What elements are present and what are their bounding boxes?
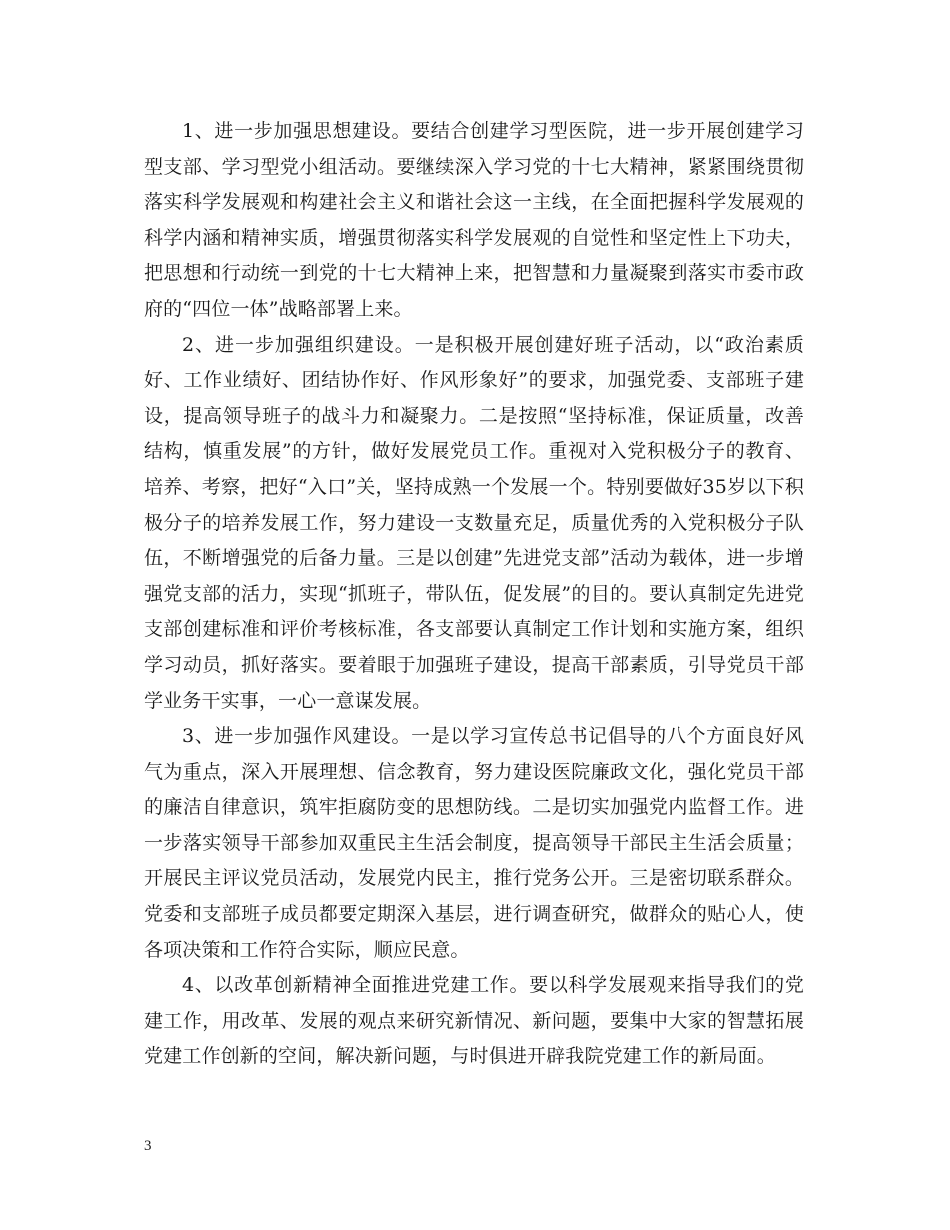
- page-number: 3: [144, 1138, 152, 1154]
- paragraph-work-style-building: 3、进一步加强作风建设。一是以学习宣传总书记倡导的八个方面良好风气为重点，深入开展理想、信念教育，努力建设医院廉政文化，强化党员干部的廉洁自律意识，筑牢拒腐防变的思想防线。二是切实加强党内监督工作。进一步落实领导干部参加双重民主生活会制度，提高领导干部民主生活会质量；开展民主评议党员活动，发展党内民主，推行党务公开。三是密切联系群众。党委和支部班子成员都要定期深入基层，进行调查研究，做群众的贴心人，使各项决策和工作符合实际，顺应民意。: [144, 725, 804, 961]
- document-body: [144, 114, 804, 1075]
- paragraph-organizational-building: 2、进一步加强组织建设。一是积极开展创建好班子活动，以“政治素质好、工作业绩好、团结协作好、作风形象好”的要求，加强党委、支部班子建设，提高领导班子的战斗力和凝聚力。二是按照“坚持标准，保证质量，改善结构，慎重发展”的方针，做好发展党员工作。重视对入党积极分子的教育、培养、考察，把好“入口”关，坚持成熟一个发展一个。特别要做好35岁以下积极分子的培养发展工作，努力建设一支数量充足，质量优秀的入党积极分子队伍，不断增强党的后备力量。三是以创建”先进党支部”活动为载体，进一步增强党支部的活力，实现“抓班子，带队伍，促发展”的目的。要认真制定先进党支部创建标准和评价考核标准，各支部要认真制定工作计划和实施方案，组织学习动员，抓好落实。要着眼于加强班子建设，提高干部素质，引导党员干部学业务干实事，一心一意谋发展。: [144, 333, 804, 712]
- paragraph-ideological-building: 1、进一步加强思想建设。要结合创建学习型医院，进一步开展创建学习型支部、学习型党小组活动。要继续深入学习党的十七大精神，紧紧围绕贯彻落实科学发展观和构建社会主义和谐社会这一主线，在全面把握科学发展观的科学内涵和精神实质，增强贯彻落实科学发展观的自觉性和坚定性上下功夫，把思想和行动统一到党的十七大精神上来，把智慧和力量凝聚到落实市委市政府的“四位一体”战略部署上来。: [144, 120, 804, 320]
- paragraph-reform-innovation: 4、以改革创新精神全面推进党建工作。要以科学发展观来指导我们的党建工作，用改革、发展的观点来研究新情况、新问题，要集中大家的智慧拓展党建工作创新的空间，解决新问题，与时俱进开辟我院党建工作的新局面。: [144, 974, 804, 1068]
